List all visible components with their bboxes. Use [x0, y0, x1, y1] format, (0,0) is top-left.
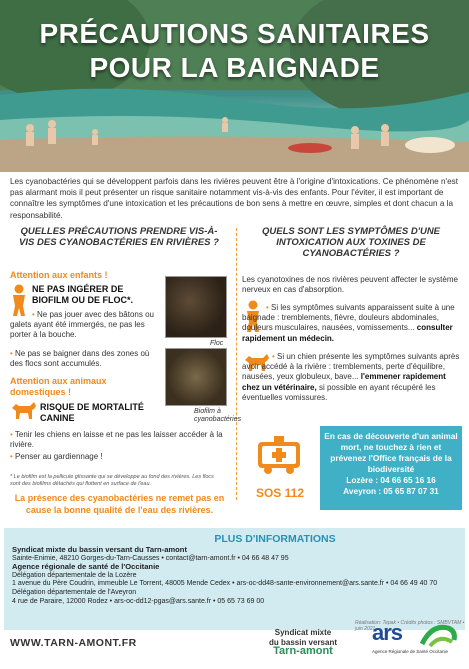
dog-symptoms [242, 352, 460, 403]
reassurance-alert: La présence des cyanobactéries ne remet pas en cause la bonne qualité de l'eau des rivières. [14, 493, 225, 515]
info-contacts [12, 546, 462, 606]
lozere-phone: Lozère : 04 66 65 16 16 [346, 475, 436, 485]
human-symptoms-text: • Si les symptômes suivants apparaissent suite à une baignade : tremblements, fièvre, douleurs abdominales, douleurs musculaires, nausées, vomissements... [242, 303, 455, 332]
symptoms-column [240, 226, 462, 259]
syndicat-logo-line3: Tarn-amont [273, 645, 333, 657]
ars-aveyron-delegation: Délégation départementale de l'Aveyron [12, 588, 137, 596]
syndicat-logo [238, 628, 368, 657]
dead-animal-text: En cas de découverte d'un animal mort, ne touchez à rien et prévenez l'Office français de la biodiversité [324, 431, 458, 474]
animals-title: Attention aux animaux domestiques ! [10, 376, 107, 397]
ars-aveyron-address: 4 rue de Paraire, 12000 Rodez • ars-oc-dd12-pgas@ars.sante.fr • 05 65 73 69 00 [12, 597, 265, 605]
footnote: * Le biofilm est la pellicule glissante qui se développe au fond des rivières. Les flocs sont des biofilms détachés qui flottent en surface de l'eau. [10, 474, 214, 487]
page-title-line1: PRÉCAUTIONS SANITAIRES [39, 18, 430, 49]
animals-bullet-1: • Tenir les chiens en laisse et ne pas les laisser accéder à la rivière. [10, 430, 225, 450]
children-bullet-1: • Ne pas jouer avec des bâtons ou galets ayant été immergés, ne pas les porter à la bouche. [10, 310, 160, 341]
animals-warning: RISQUE DE MORTALITÉ CANINE [40, 402, 144, 423]
symptoms-intro: Les cyanotoxines de nos rivières peuvent affecter le système nerveux en cas d'absorption. [242, 275, 458, 295]
floc-photo [165, 276, 227, 338]
page-title-line2: POUR LA BAIGNADE [89, 52, 380, 83]
syndicat-logo-line1: Syndicat mixte [274, 628, 332, 637]
see-vet: l'emmener rapidement chez un vétérinaire, [242, 372, 446, 392]
ars-lozere-delegation: Délégation départementale de la Lozère [12, 571, 137, 579]
dog-icon [10, 400, 38, 420]
human-symptoms [242, 303, 460, 344]
dead-animal-box [320, 426, 462, 510]
ars-logo: ars [372, 620, 403, 645]
precautions-column [8, 226, 232, 248]
website-link[interactable]: WWW.TARN-AMONT.FR [10, 637, 137, 649]
floc-caption: Floc [210, 340, 224, 347]
aveyron-phone: Aveyron : 05 65 87 07 31 [343, 486, 439, 496]
syndicat-name: Syndicat mixte du bassin versant du Tarn-amont [12, 545, 187, 554]
children-title: Attention aux enfants ! [10, 270, 108, 280]
credits: Réalisation: Tepak • Crédits photos : SMBVTAM • juin 2021 [355, 620, 465, 632]
children-warning: NE PAS INGÉRER DE BIOFILM OU DE FLOC*. [32, 284, 133, 305]
dog-symptoms-end: si possible en ayant récupéré les éventuelles vomissures. [242, 382, 436, 402]
ars-lozere-address: 1 avenue du Père Coudrin, immeuble Le Torrent, 48005 Mende Cedex • ars-oc-dd48-sante-environnement@ars.sante.fr • 04 66 49 40 70 [12, 580, 438, 588]
sos-number: SOS 112 [255, 486, 305, 500]
precautions-heading: QUELLES PRÉCAUTIONS PRENDRE VIS-À-VIS DES CYANOBACTÉRIES EN RIVIÈRES ? [19, 226, 219, 248]
ars-name: Agence régionale de santé de l'Occitanie [12, 562, 160, 572]
column-divider [236, 228, 237, 500]
ambulance-icon [256, 432, 302, 478]
biofilm-caption: Biofilm à cyanobactéries [194, 408, 242, 423]
hero-photo [0, 0, 469, 172]
biofilm-photo [165, 348, 227, 406]
children-bullet-2: • Ne pas se baigner dans des zones où des flocs sont accumulés. [10, 349, 160, 369]
intro-paragraph: Les cyanobactéries qui se développent parfois dans les rivières peuvent être à l'origine d'intoxications. Ce phénomène n'est pas alarmant mois il peut présenter un risque sanitaire notamment vis-à-vis des enfants. Pour l'éviter, il est important de connaître les symptômes d'une intoxication et les précautions de bon sens à mettre en œuvre, simples et dont chacun a la responsabilité. [10, 177, 458, 220]
ars-logo-mark [418, 622, 458, 648]
consult-doctor: consulter rapidement un médecin. [242, 323, 453, 343]
symptoms-heading: QUELS SONT LES SYMPTÔMES D'UNE INTOXICATION AUX TOXINES DE CYANOBACTÉRIES ? [261, 226, 441, 259]
syndicat-logo-line2: du bassin versant [268, 637, 338, 647]
animals-bullet-2: • Penser au gardiennage ! [10, 452, 160, 462]
ars-subtitle: Agence Régionale de Santé Occitanie [372, 649, 449, 654]
dog-symptoms-text: • Si un chien présente les symptômes suivants après avoir accédé à la rivière : tremblements, perte d'équilibre, nausées, yeux globuleux, bave... [242, 352, 459, 381]
syndicat-address: Sainte-Enimie, 48210 Gorges-du-Tarn-Causses • contact@tarn-amont.fr • 04 66 48 47 95 [12, 554, 289, 562]
info-title: PLUS D'INFORMATIONS [214, 533, 336, 545]
